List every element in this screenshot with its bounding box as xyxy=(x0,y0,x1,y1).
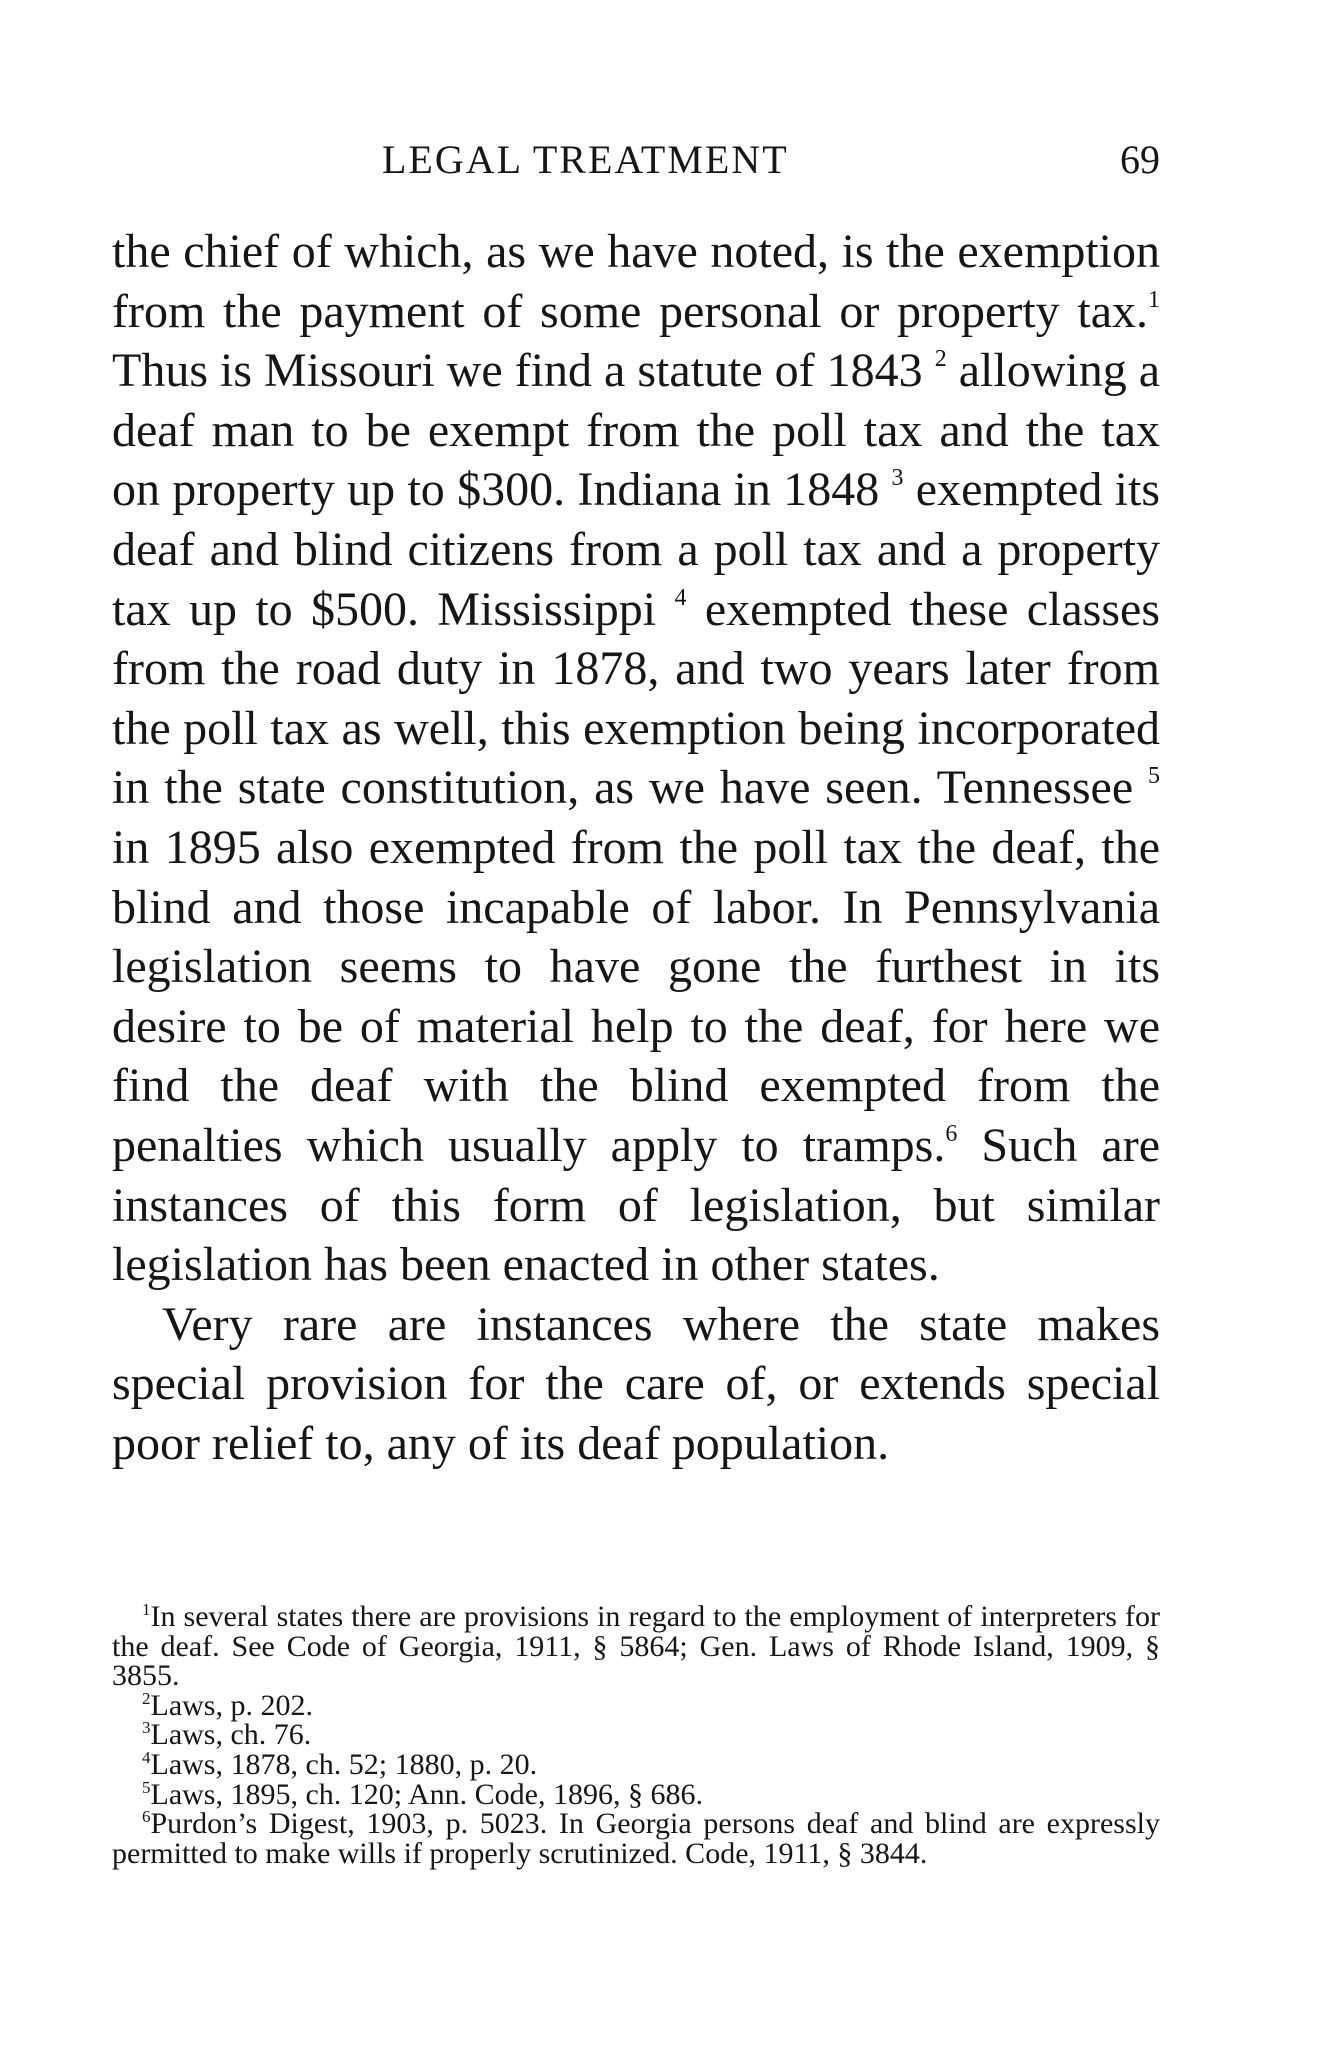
page-number: 69 xyxy=(1120,137,1160,182)
footnote-reference: 6 xyxy=(945,1120,958,1147)
footnote-mark: 6 xyxy=(142,1807,151,1827)
paragraph: Very rare are instances where the state makes special provision for the care of, or extends special poor relief to, any of its deaf population. xyxy=(112,1297,1160,1470)
footnote xyxy=(112,1688,1160,1722)
text-segment: Such are instances of this form of legislation, but similar legislation has been enacted in other states. xyxy=(112,1118,1160,1292)
text-segment: Thus is Missouri we find a statute of 1843 xyxy=(112,344,935,398)
footnote-reference: 4 xyxy=(674,584,687,611)
footnote xyxy=(112,1720,1160,1750)
footnote-text: Purdon’s Digest, 1903, p. 5023. In Georgia persons deaf and blind are expressly permitted to make wills if properly scrutinized. Code, 1911, § 3844. xyxy=(112,1807,1160,1870)
footnote-text: Laws, 1895, ch. 120; Ann. Code, 1896, § 686. xyxy=(150,1777,703,1811)
footnote-reference: 3 xyxy=(891,465,904,492)
text-segment: in 1895 also exempted from the poll tax the deaf, the blind and those incapable of labor. In Pennsylvania legislation seems to have gone the furthest in its desire to be of material help to the deaf, for here we find the deaf with the blind exempted from the penalties which usually apply to tramps. xyxy=(112,820,1160,1172)
footnote-text: Laws, 1878, ch. 52; 1880, p. 20. xyxy=(150,1747,538,1781)
footnote xyxy=(112,1602,1160,1691)
footnote-mark: 4 xyxy=(142,1747,151,1767)
page-header xyxy=(112,132,1160,188)
footnote-mark: 1 xyxy=(142,1600,151,1619)
footnote-reference: 1 xyxy=(1148,286,1160,313)
footnote-text: Laws, ch. 76. xyxy=(150,1718,312,1752)
text-segment: allowing a deaf man to be exempt from the poll tax and the tax on property up to $300. Indiana in 1848 xyxy=(112,344,1161,517)
footnote-reference: 5 xyxy=(1148,763,1160,790)
footnote-mark: 5 xyxy=(142,1777,151,1797)
text-segment: exempted these classes from the road duty in 1878, and two years later from the poll tax as well, this exemption being incorporated in the state constitution, as we have seen. Tennessee xyxy=(112,582,1161,815)
footnote-reference: 2 xyxy=(934,346,947,373)
text-segment: the chief of which, as we have noted, is the exemption from the payment of some personal or property tax. xyxy=(112,225,1160,338)
footnote xyxy=(112,1747,1160,1781)
footnote-text: Laws, p. 202. xyxy=(150,1688,313,1722)
footnote xyxy=(112,1777,1160,1811)
footnote-mark: 2 xyxy=(142,1688,151,1708)
footnotes xyxy=(112,1602,1160,1868)
main-text xyxy=(112,222,1160,1473)
paragraph xyxy=(112,222,1160,1295)
footnote xyxy=(112,1809,1160,1868)
footnote-mark: 3 xyxy=(142,1718,151,1738)
running-title: LEGAL TREATMENT xyxy=(382,137,789,182)
text-segment: exempted its deaf and blind citizens from a poll tax and a property tax up to $500. Mississippi xyxy=(112,463,1161,636)
footnote-text: In several states there are provisions in regard to the employment of interpreters for the deaf. See Code of Georgia, 1911, § 5864; Gen. Laws of Rhode Island, 1909, § 3855. xyxy=(112,1600,1160,1693)
